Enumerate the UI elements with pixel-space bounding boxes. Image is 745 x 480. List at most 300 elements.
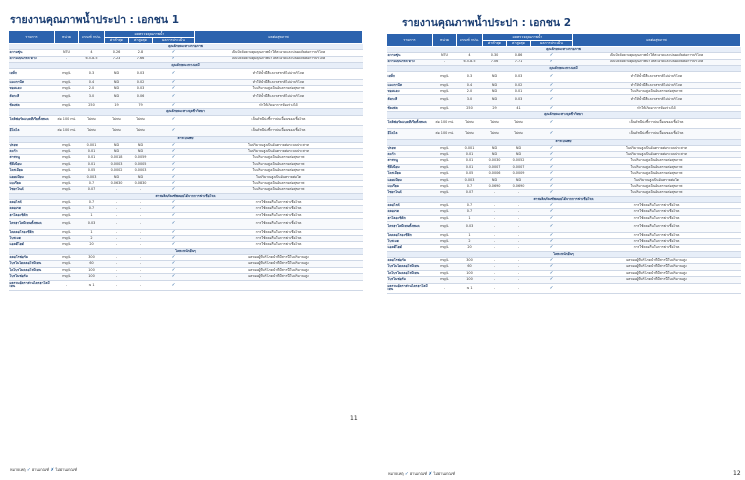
- cell-standard: 6.5-8.5: [457, 59, 483, 65]
- cell-min: ND: [105, 149, 129, 155]
- pass-tick-icon: ✓: [171, 161, 176, 167]
- cell-unit: NTU: [55, 50, 79, 56]
- cell-min: ไม่พบ: [105, 115, 129, 126]
- pass-tick-icon: ✓: [171, 155, 176, 161]
- header-max: ค่าสูงสุด: [129, 37, 153, 44]
- cell-effect: ทำให้เกิดอาการท้องร่วงได้: [195, 102, 363, 108]
- cell-verdict: [531, 95, 573, 106]
- cell-max: -: [507, 270, 531, 276]
- cell-item: ความขุ่น: [387, 53, 433, 59]
- cell-item: โครเมียม: [9, 168, 55, 174]
- pass-tick-icon: ✓: [171, 50, 176, 56]
- cell-item: โครเมียม: [387, 171, 433, 177]
- table-body: [387, 47, 741, 294]
- cell-unit: mg/L: [55, 212, 79, 218]
- cell-effect: การใช้คลอรีนในการฆ่าเชื้อโรค: [195, 212, 363, 218]
- cell-standard: 0.01: [457, 158, 483, 164]
- pass-tick-icon: ✓: [549, 145, 554, 151]
- cell-effect: ในปริมาณสูงเป็นอันตรายต่อสุขภาพ: [573, 164, 741, 170]
- cell-effect: การใช้คลอรีนในการฆ่าเชื้อโรค: [573, 203, 741, 209]
- page-title: รายงานคุณภาพน้ำประปา : เอกชน 2: [402, 17, 571, 29]
- cell-unit: mg/L: [433, 89, 457, 95]
- cell-standard: 100: [79, 267, 105, 273]
- cell-effect: ในปริมาณสูงเป็นอันตรายต่อระบบประสาท: [195, 142, 363, 148]
- pass-tick-icon: ✓: [171, 180, 176, 186]
- cell-min: -: [483, 239, 507, 245]
- cell-verdict: [153, 219, 195, 230]
- cell-standard: 0.7: [457, 209, 483, 215]
- pass-tick-icon: ✓: [549, 97, 554, 103]
- cell-item: โบรเมต: [387, 239, 433, 245]
- cell-max: 0.0005: [129, 161, 153, 167]
- pass-tick-icon: ✓: [549, 74, 554, 80]
- pass-tick-icon: ✓: [171, 174, 176, 180]
- cell-effect: การใช้คลอรีนในการฆ่าเชื้อโรค: [573, 209, 741, 215]
- cell-unit: mg/L: [433, 264, 457, 270]
- cell-standard: 0.05: [79, 168, 105, 174]
- cell-min: -: [483, 222, 507, 233]
- pass-tick-icon: ✓: [549, 88, 554, 94]
- cell-unit: mg/L: [55, 168, 79, 174]
- cell-item: ไดโบรโมคลอโรมีเทน: [9, 267, 55, 273]
- cell-item: ตะกั่ว: [9, 149, 55, 155]
- cell-min: 7.23: [105, 56, 129, 62]
- cell-max: 0.0690: [507, 184, 531, 190]
- cell-verdict: [153, 280, 195, 291]
- cell-effect: เป็นปัจจัยควบคุมคุณภาพน้ำให้สะอาดและปลอดภัยต่อการบริโภค: [573, 53, 741, 59]
- cell-min: -: [483, 245, 507, 251]
- cell-min: -: [105, 242, 129, 248]
- cell-min: ND: [105, 142, 129, 148]
- cell-effect: ผลของผู้ที่บริโภคน้ำที่มีสารนี้ในปริมาณสูง: [195, 255, 363, 261]
- pass-tick-icon: ✓: [171, 187, 176, 193]
- cell-standard: 0.3: [79, 69, 105, 80]
- cell-effect: ทำให้เกิดอาการท้องร่วงได้: [573, 105, 741, 111]
- cell-min: 0.30: [483, 53, 507, 59]
- cell-unit: mg/L: [433, 171, 457, 177]
- cell-standard: 1: [79, 229, 105, 235]
- cell-standard: 0.003: [79, 174, 105, 180]
- cell-max: ไม่พบ: [129, 126, 153, 137]
- table-row: [387, 72, 741, 83]
- cell-item: ทองแดง: [387, 89, 433, 95]
- cell-effect: ทำให้น้ำมีสีและรสชาติไม่น่าบริโภค: [573, 82, 741, 88]
- cell-min: ไม่พบ: [483, 129, 507, 140]
- cell-effect: ในปริมาณสูงเป็นอันตรายต่อระบบประสาท: [573, 145, 741, 151]
- cell-min: -: [105, 200, 129, 206]
- cell-unit: mg/L: [433, 164, 457, 170]
- header-standard: เกณฑ์ กปน.: [79, 31, 105, 44]
- cell-min: -: [483, 283, 507, 294]
- cell-verdict: [531, 222, 573, 233]
- cell-unit: ต่อ 100 mL: [433, 129, 457, 140]
- header-effect: ผลต่อสุขภาพ: [573, 34, 741, 47]
- cell-effect: การใช้คลอรีนในการฆ่าเชื้อโรค: [195, 236, 363, 242]
- table-body: [9, 44, 363, 291]
- cell-max: -: [507, 264, 531, 270]
- pass-tick-icon: ✓: [171, 79, 176, 85]
- cell-min: ND: [483, 82, 507, 88]
- cell-min: -: [105, 219, 129, 230]
- cell-effect: ทำให้น้ำมีสีและรสชาติไม่น่าบริโภค: [195, 69, 363, 80]
- legend-note: [388, 471, 455, 477]
- cell-effect: ทำให้น้ำมีสีและรสชาติไม่น่าบริโภค: [573, 72, 741, 83]
- cell-standard: 1: [79, 212, 105, 218]
- pass-tick-icon: ✓: [549, 183, 554, 189]
- cell-min: -: [105, 212, 129, 218]
- cell-max: 7.71: [507, 59, 531, 65]
- pass-tick-icon: ✓: [549, 171, 554, 177]
- cell-min: -: [483, 270, 507, 276]
- cell-min: 0.0006: [483, 171, 507, 177]
- cell-max: 0.0007: [507, 164, 531, 170]
- cell-effect: การใช้คลอรีนในการฆ่าเชื้อโรค: [573, 222, 741, 233]
- cell-max: -: [129, 200, 153, 206]
- cell-standard: 0.01: [457, 164, 483, 170]
- cell-min: 19: [105, 102, 129, 108]
- cell-unit: mg/L: [433, 209, 457, 215]
- section-title: สารผลิตภัณฑ์พลอยได้จากการฆ่าเชื้อโรค: [9, 193, 363, 199]
- pass-tick-icon: ✓: [171, 282, 176, 288]
- cell-effect: ผลของผู้ที่บริโภคน้ำที่มีสารนี้ในปริมาณสูง: [573, 258, 741, 264]
- cell-item: สังกะสี: [387, 95, 433, 106]
- cell-unit: mg/L: [55, 161, 79, 167]
- cell-effect: ในปริมาณสูงเป็นอันตรายต่อไต: [573, 177, 741, 183]
- cell-item: ไตรฮาโลมีเทนทั้งหมด: [9, 219, 55, 230]
- cell-unit: mg/L: [55, 274, 79, 280]
- cell-effect: เป็นดัชนีบ่งชี้การปนเปื้อนของเชื้อโรค: [195, 115, 363, 126]
- pass-tick-icon: ✓: [404, 472, 409, 477]
- table-row: [9, 126, 363, 137]
- cell-min: ND: [105, 92, 129, 103]
- pass-tick-icon: ✓: [171, 212, 176, 218]
- pass-tick-icon: ✓: [549, 105, 554, 111]
- cell-min: -: [483, 258, 507, 264]
- cell-unit: mg/L: [55, 229, 79, 235]
- pass-tick-icon: ✓: [549, 245, 554, 251]
- section-title: คุณลักษณะทางจุลชีววิทยา: [387, 112, 741, 118]
- cell-min: 29: [483, 105, 507, 111]
- cell-item: ปรอท: [387, 145, 433, 151]
- cell-item: ความเป็นกรด-ด่าง: [9, 56, 55, 62]
- cell-effect: ผลของผู้ที่บริโภคน้ำที่มีสารนี้ในปริมาณสูง: [573, 264, 741, 270]
- cell-effect: ในปริมาณสูงเป็นอันตรายต่อสุขภาพ: [573, 158, 741, 164]
- cell-unit: -: [55, 280, 79, 291]
- cell-verdict: [153, 115, 195, 126]
- cell-effect: การใช้คลอรีนในการฆ่าเชื้อโรค: [195, 219, 363, 230]
- cell-standard: 2: [79, 236, 105, 242]
- cell-max: -: [507, 203, 531, 209]
- cell-max: ND: [507, 152, 531, 158]
- cell-max: 0.06: [129, 92, 153, 103]
- cell-max: -: [507, 209, 531, 215]
- pass-tick-icon: ✓: [171, 261, 176, 267]
- cell-unit: mg/L: [433, 82, 457, 88]
- header-item: รายการ: [387, 34, 433, 47]
- water-quality-table: [8, 30, 363, 291]
- cell-min: ND: [483, 72, 507, 83]
- cell-effect: ในปริมาณสูงเป็นอันตรายต่อสุขภาพ: [195, 187, 363, 193]
- cell-max: 0.0059: [129, 155, 153, 161]
- cell-effect: ในปริมาณสูงเป็นอันตรายต่อสุขภาพ: [573, 171, 741, 177]
- pass-tick-icon: ✓: [549, 177, 554, 183]
- cell-item: ฮาโลอะซิติก: [387, 215, 433, 221]
- cell-min: -: [105, 255, 129, 261]
- cell-unit: mg/L: [55, 174, 79, 180]
- cell-item: อีโคไล: [9, 126, 55, 137]
- cell-standard: 0.07: [79, 187, 105, 193]
- cell-max: 0.02: [507, 82, 531, 88]
- header-unit: หน่วย: [433, 34, 457, 47]
- cell-min: -: [483, 209, 507, 215]
- fail-cross-icon: ✗: [428, 472, 433, 477]
- pass-tick-icon: ✓: [171, 274, 176, 280]
- cell-min: -: [105, 206, 129, 212]
- cell-effect: เป็นปัจจัยควบคุมคุณภาพน้ำให้สะอาดและปลอดภัยต่อการบริโภค: [195, 50, 363, 56]
- cell-item: เหล็ก: [387, 72, 433, 83]
- pass-tick-icon: ✓: [549, 190, 554, 196]
- cell-unit: mg/L: [433, 245, 457, 251]
- cell-item: ตะกั่ว: [387, 152, 433, 158]
- cell-standard: 0.7: [79, 181, 105, 187]
- cell-max: ND: [129, 149, 153, 155]
- cell-effect: [195, 280, 363, 291]
- cell-effect: ในปริมาณสูงเป็นอันตรายต่อสุขภาพ: [195, 181, 363, 187]
- cell-standard: ≤ 1: [457, 283, 483, 294]
- cell-standard: 0.07: [457, 190, 483, 196]
- pass-tick-icon: ✓: [549, 285, 554, 291]
- cell-unit: mg/L: [55, 200, 79, 206]
- cell-item: สังกะสี: [9, 92, 55, 103]
- cell-unit: ต่อ 100 mL: [55, 115, 79, 126]
- cell-effect: ผลของผู้ที่บริโภคน้ำที่มีสารนี้ในปริมาณสูง: [195, 261, 363, 267]
- pass-tick-icon: ✓: [549, 264, 554, 270]
- cell-item: โบรเมต: [9, 236, 55, 242]
- header-max: ค่าสูงสุด: [507, 40, 531, 47]
- cell-max: -: [129, 236, 153, 242]
- cell-min: ND: [483, 145, 507, 151]
- cell-unit: mg/L: [55, 92, 79, 103]
- pass-tick-icon: ✓: [171, 199, 176, 205]
- cell-min: -: [483, 215, 507, 221]
- section-title: คุณลักษณะทางกายภาพ: [387, 47, 741, 53]
- pass-tick-icon: ✓: [171, 242, 176, 248]
- cell-item: ซีลีเนียม: [387, 164, 433, 170]
- cell-verdict: [153, 92, 195, 103]
- section-title: สารเป็นพิษ: [387, 139, 741, 145]
- cell-item: ผลรวมอัตราส่วนไตรฮาโลมีเทน: [9, 280, 55, 291]
- cell-item: โคลิฟอร์มแบคทีเรียทั้งหมด: [387, 118, 433, 129]
- cell-max: ND: [129, 174, 153, 180]
- cell-unit: mg/L: [433, 203, 457, 209]
- cell-unit: mg/L: [55, 69, 79, 80]
- cell-min: -: [105, 274, 129, 280]
- cell-min: 0.0630: [105, 181, 129, 187]
- cell-unit: mg/L: [433, 190, 457, 196]
- cell-min: -: [105, 187, 129, 193]
- cell-max: ไม่พบ: [507, 118, 531, 129]
- cell-standard: 0.001: [457, 145, 483, 151]
- cell-effect: ผลของผู้ที่บริโภคน้ำที่มีสารนี้ในปริมาณสูง: [195, 267, 363, 273]
- cell-effect: ในปริมาณสูงเป็นอันตรายต่อไต: [195, 174, 363, 180]
- cell-min: 0.0030: [483, 158, 507, 164]
- section-title: สารผลิตภัณฑ์พลอยได้จากการฆ่าเชื้อโรค: [387, 196, 741, 202]
- cell-item: สารหนู: [387, 158, 433, 164]
- header-verdict: ผลการประเมิน: [531, 40, 573, 47]
- pass-tick-icon: ✓: [549, 209, 554, 215]
- cell-min: 0.0002: [105, 168, 129, 174]
- cell-effect: ในปริมาณสูงเป็นอันตรายต่อสุขภาพ: [195, 155, 363, 161]
- cell-max: -: [129, 242, 153, 248]
- cell-min: ND: [105, 86, 129, 92]
- pass-tick-icon: ✓: [171, 148, 176, 154]
- cell-min: ไม่พบ: [105, 126, 129, 137]
- cell-item: ฮาโลอะซิติก: [9, 212, 55, 218]
- cell-effect: เป็นดัชนีบ่งชี้การปนเปื้อนของเชื้อโรค: [195, 126, 363, 137]
- cell-max: 0.01: [507, 89, 531, 95]
- pass-tick-icon: ✓: [171, 235, 176, 241]
- cell-max: -: [129, 206, 153, 212]
- cell-unit: mg/L: [433, 95, 457, 106]
- cell-effect: เป็นปัจจัยควบคุมคุณภาพน้ำให้สะอาดและปลอดภัยต่อการบริโภค: [573, 59, 741, 65]
- cell-item: ซัลเฟต: [9, 102, 55, 108]
- cell-min: ND: [483, 177, 507, 183]
- cell-min: ND: [483, 152, 507, 158]
- pass-tick-icon: ✓: [549, 224, 554, 230]
- legend-pass: ผ่านเกณฑ์: [31, 467, 50, 472]
- cell-item: ซัลเฟต: [387, 105, 433, 111]
- cell-effect: ในปริมาณสูงเป็นอันตรายต่อสุขภาพ: [573, 89, 741, 95]
- table-row: [9, 115, 363, 126]
- section-title: คุณลักษณะทางกายภาพ: [9, 44, 363, 50]
- cell-standard: ไม่พบ: [79, 126, 105, 137]
- page-number: 12: [733, 470, 741, 477]
- pass-tick-icon: ✓: [171, 142, 176, 148]
- cell-standard: 2: [457, 239, 483, 245]
- pass-tick-icon: ✓: [171, 267, 176, 273]
- cell-min: ND: [105, 69, 129, 80]
- cell-effect: ผลของผู้ที่บริโภคน้ำที่มีสารนี้ในปริมาณสูง: [573, 277, 741, 283]
- cell-max: 0.0052: [507, 158, 531, 164]
- cell-max: -: [129, 261, 153, 267]
- cell-max: -: [129, 187, 153, 193]
- cell-standard: 60: [79, 261, 105, 267]
- section-title: สารเป็นพิษ: [9, 136, 363, 142]
- cell-item: แอลดีไฮด์: [387, 245, 433, 251]
- cell-standard: 20: [457, 245, 483, 251]
- cell-verdict: [531, 118, 573, 129]
- cell-standard: 0.7: [79, 206, 105, 212]
- cell-item: ไดคลอโรอะซีติก: [387, 232, 433, 238]
- pass-tick-icon: ✓: [549, 215, 554, 221]
- cell-item: คลอไรต์: [387, 203, 433, 209]
- pass-tick-icon: ✓: [171, 127, 176, 133]
- pass-tick-icon: ✓: [549, 120, 554, 126]
- cell-item: คลอโรฟอร์ม: [387, 258, 433, 264]
- cell-standard: 2.0: [457, 89, 483, 95]
- cell-effect: การใช้คลอรีนในการฆ่าเชื้อโรค: [573, 245, 741, 251]
- cell-effect: การใช้คลอรีนในการฆ่าเชื้อโรค: [195, 229, 363, 235]
- pass-tick-icon: ✓: [171, 229, 176, 235]
- pass-tick-icon: ✓: [549, 158, 554, 164]
- cell-effect: ทำให้น้ำมีสีและรสชาติไม่น่าบริโภค: [195, 79, 363, 85]
- cell-min: -: [105, 267, 129, 273]
- cell-effect: การใช้คลอรีนในการฆ่าเชื้อโรค: [573, 239, 741, 245]
- pass-tick-icon: ✓: [171, 71, 176, 77]
- cell-standard: 60: [457, 264, 483, 270]
- cell-item: โบรโมฟอร์ม: [387, 277, 433, 283]
- cell-unit: mg/L: [55, 149, 79, 155]
- cell-standard: 0.03: [457, 222, 483, 233]
- cell-min: ND: [105, 79, 129, 85]
- cell-effect: ทำให้น้ำมีสีและรสชาติไม่น่าบริโภค: [573, 95, 741, 106]
- cell-standard: 100: [457, 277, 483, 283]
- table-row: [9, 92, 363, 103]
- cell-effect: [573, 283, 741, 294]
- report-page-left: [6, 0, 364, 480]
- cell-max: 0.0009: [507, 171, 531, 177]
- cell-item: ความขุ่น: [9, 50, 55, 56]
- cell-item: ปรอท: [9, 142, 55, 148]
- cell-min: -: [483, 277, 507, 283]
- cell-unit: mg/L: [55, 79, 79, 85]
- cell-min: ND: [483, 95, 507, 106]
- cell-unit: mg/L: [55, 155, 79, 161]
- cell-standard: 300: [457, 258, 483, 264]
- cell-min: 0.0690: [483, 184, 507, 190]
- cell-max: -: [129, 267, 153, 273]
- cell-verdict: [531, 72, 573, 83]
- cell-standard: ≤ 1: [79, 280, 105, 291]
- report-page-right: [384, 0, 742, 480]
- cell-max: -: [507, 190, 531, 196]
- pass-tick-icon: ✓: [549, 238, 554, 244]
- pass-tick-icon: ✓: [549, 232, 554, 238]
- cell-item: คลอไรต์: [9, 200, 55, 206]
- cell-effect: เป็นดัชนีบ่งชี้การปนเปื้อนของเชื้อโรค: [573, 118, 741, 129]
- pass-tick-icon: ✓: [171, 56, 176, 62]
- pass-tick-icon: ✓: [549, 202, 554, 208]
- cell-effect: ผลของผู้ที่บริโภคน้ำที่มีสารนี้ในปริมาณสูง: [573, 270, 741, 276]
- cell-max: ND: [129, 142, 153, 148]
- cell-unit: mg/L: [55, 142, 79, 148]
- cell-unit: mg/L: [433, 105, 457, 111]
- cell-min: -: [483, 203, 507, 209]
- pass-tick-icon: ✓: [171, 206, 176, 212]
- pass-tick-icon: ✓: [549, 270, 554, 276]
- cell-standard: 0.05: [457, 171, 483, 177]
- cell-max: 2.8: [129, 50, 153, 56]
- section-title: คุณลักษณะทางเคมี: [387, 65, 741, 71]
- pass-tick-icon: ✓: [549, 164, 554, 170]
- cell-standard: 100: [457, 270, 483, 276]
- cell-standard: 2.0: [79, 86, 105, 92]
- cell-standard: ไม่พบ: [457, 118, 483, 129]
- legend-note: [10, 467, 77, 473]
- cell-max: 41: [507, 105, 531, 111]
- cell-max: -: [507, 215, 531, 221]
- pass-tick-icon: ✓: [171, 221, 176, 227]
- table-row: [9, 219, 363, 230]
- cell-unit: mg/L: [433, 277, 457, 283]
- cell-standard: 250: [79, 102, 105, 108]
- cell-effect: ในปริมาณสูงเป็นอันตรายต่อสุขภาพ: [573, 190, 741, 196]
- cell-unit: mg/L: [433, 145, 457, 151]
- cell-min: 0.26: [105, 50, 129, 56]
- cell-min: 0.0007: [483, 164, 507, 170]
- cell-unit: NTU: [433, 53, 457, 59]
- cell-min: 0.0018: [105, 155, 129, 161]
